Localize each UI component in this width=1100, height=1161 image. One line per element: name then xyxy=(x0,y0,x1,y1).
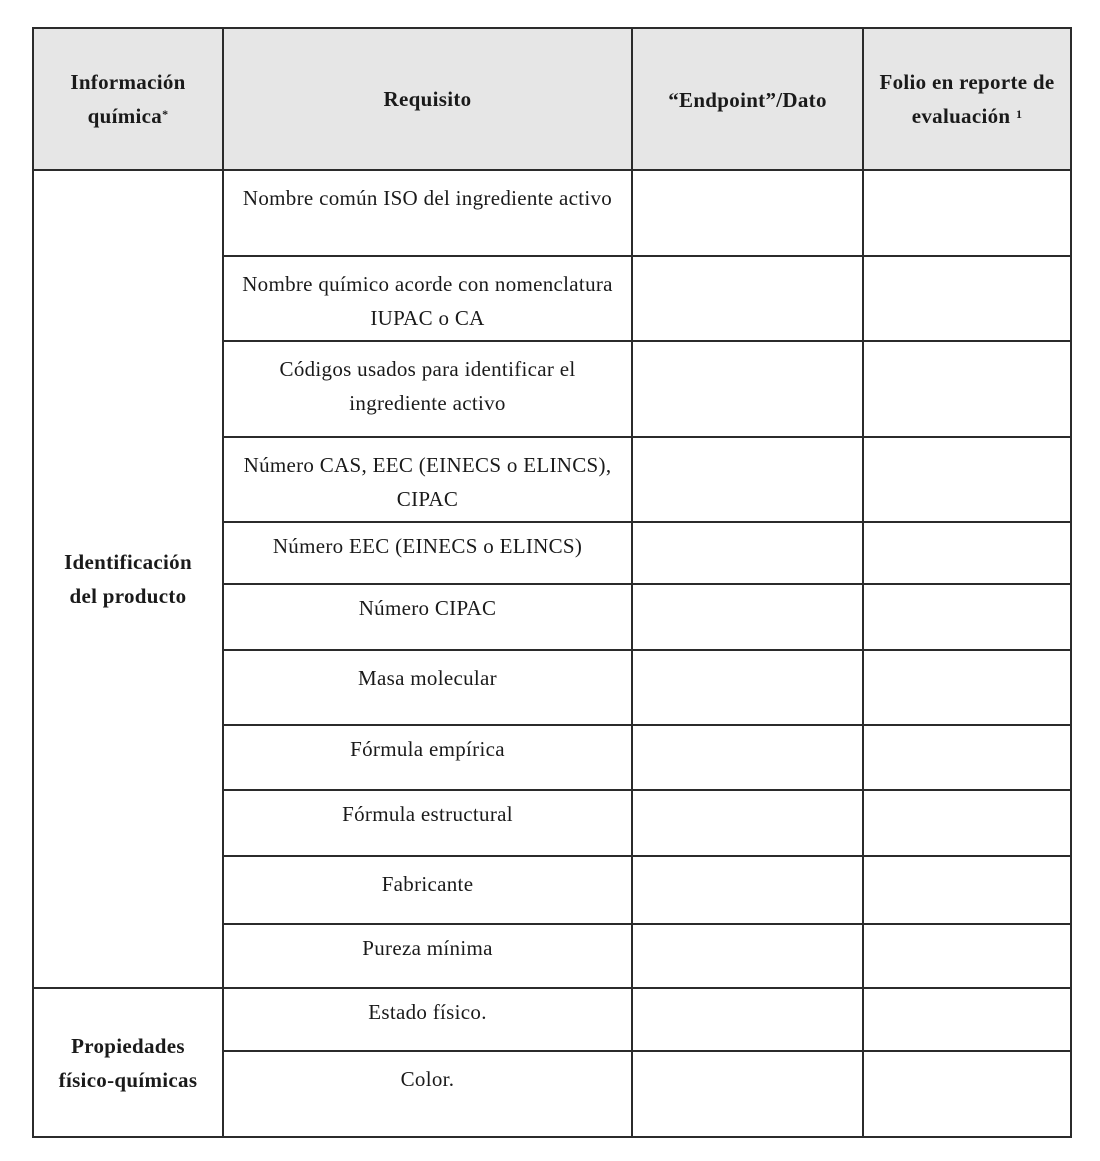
endpoint-cell[interactable] xyxy=(632,856,863,924)
folio-cell[interactable] xyxy=(863,790,1071,856)
folio-cell[interactable] xyxy=(863,256,1071,341)
header-folio-mark: 1 xyxy=(1015,107,1023,121)
group-label-line2: del producto xyxy=(69,584,187,608)
header-folio xyxy=(863,28,1071,170)
endpoint-cell[interactable] xyxy=(632,170,863,256)
endpoint-cell[interactable] xyxy=(632,650,863,725)
group-identificacion xyxy=(33,170,223,988)
folio-cell[interactable] xyxy=(863,341,1071,437)
requisito-cell: Color. xyxy=(223,1051,632,1137)
header-informacion-quimica xyxy=(33,28,223,170)
folio-cell[interactable] xyxy=(863,725,1071,790)
requisito-cell: Pureza mínima xyxy=(223,924,632,988)
endpoint-cell[interactable] xyxy=(632,725,863,790)
folio-cell[interactable] xyxy=(863,437,1071,522)
table-row xyxy=(33,170,1071,256)
requisito-cell: Masa molecular xyxy=(223,650,632,725)
header-info-line1: Información xyxy=(70,70,186,94)
folio-cell[interactable] xyxy=(863,856,1071,924)
header-row xyxy=(33,28,1071,170)
endpoint-cell[interactable] xyxy=(632,341,863,437)
folio-cell[interactable] xyxy=(863,584,1071,650)
requisito-cell: Número CAS, EEC (EINECS o ELINCS), CIPAC xyxy=(223,437,632,522)
folio-cell[interactable] xyxy=(863,170,1071,256)
endpoint-cell[interactable] xyxy=(632,790,863,856)
requisito-cell: Fórmula estructural xyxy=(223,790,632,856)
requisito-cell: Estado físico. xyxy=(223,988,632,1051)
table-row xyxy=(33,988,1071,1051)
header-folio-line1: Folio en reporte de xyxy=(879,70,1055,94)
folio-cell[interactable] xyxy=(863,650,1071,725)
endpoint-cell[interactable] xyxy=(632,924,863,988)
requisito-cell: Códigos usados para identificar el ingrediente activo xyxy=(223,341,632,437)
requisito-cell: Nombre común ISO del ingrediente activo xyxy=(223,170,632,256)
requisito-cell: Fórmula empírica xyxy=(223,725,632,790)
endpoint-cell[interactable] xyxy=(632,1051,863,1137)
endpoint-cell[interactable] xyxy=(632,437,863,522)
requisito-cell: Número CIPAC xyxy=(223,584,632,650)
group-label-line1: Identificación xyxy=(64,550,192,574)
endpoint-cell[interactable] xyxy=(632,988,863,1051)
folio-cell[interactable] xyxy=(863,988,1071,1051)
requirements-table xyxy=(32,27,1072,1138)
header-info-line2: química xyxy=(87,104,163,128)
header-endpoint-dato: “Endpoint”/Dato xyxy=(632,28,863,170)
requisito-cell: Fabricante xyxy=(223,856,632,924)
folio-cell[interactable] xyxy=(863,1051,1071,1137)
endpoint-cell[interactable] xyxy=(632,256,863,341)
group-propiedades xyxy=(33,988,223,1137)
folio-cell[interactable] xyxy=(863,924,1071,988)
header-requisito: Requisito xyxy=(223,28,632,170)
group-label-line2: físico-químicas xyxy=(58,1067,198,1092)
endpoint-cell[interactable] xyxy=(632,584,863,650)
folio-cell[interactable] xyxy=(863,522,1071,584)
header-info-mark: * xyxy=(162,107,169,121)
requisito-cell: Número EEC (EINECS o ELINCS) xyxy=(223,522,632,584)
endpoint-cell[interactable] xyxy=(632,522,863,584)
header-folio-line2: evaluación xyxy=(911,104,1011,128)
requisito-cell: Nombre químico acorde con nomenclatura IUPAC o CA xyxy=(223,256,632,341)
group-label-line1: Propiedades xyxy=(71,1033,185,1058)
